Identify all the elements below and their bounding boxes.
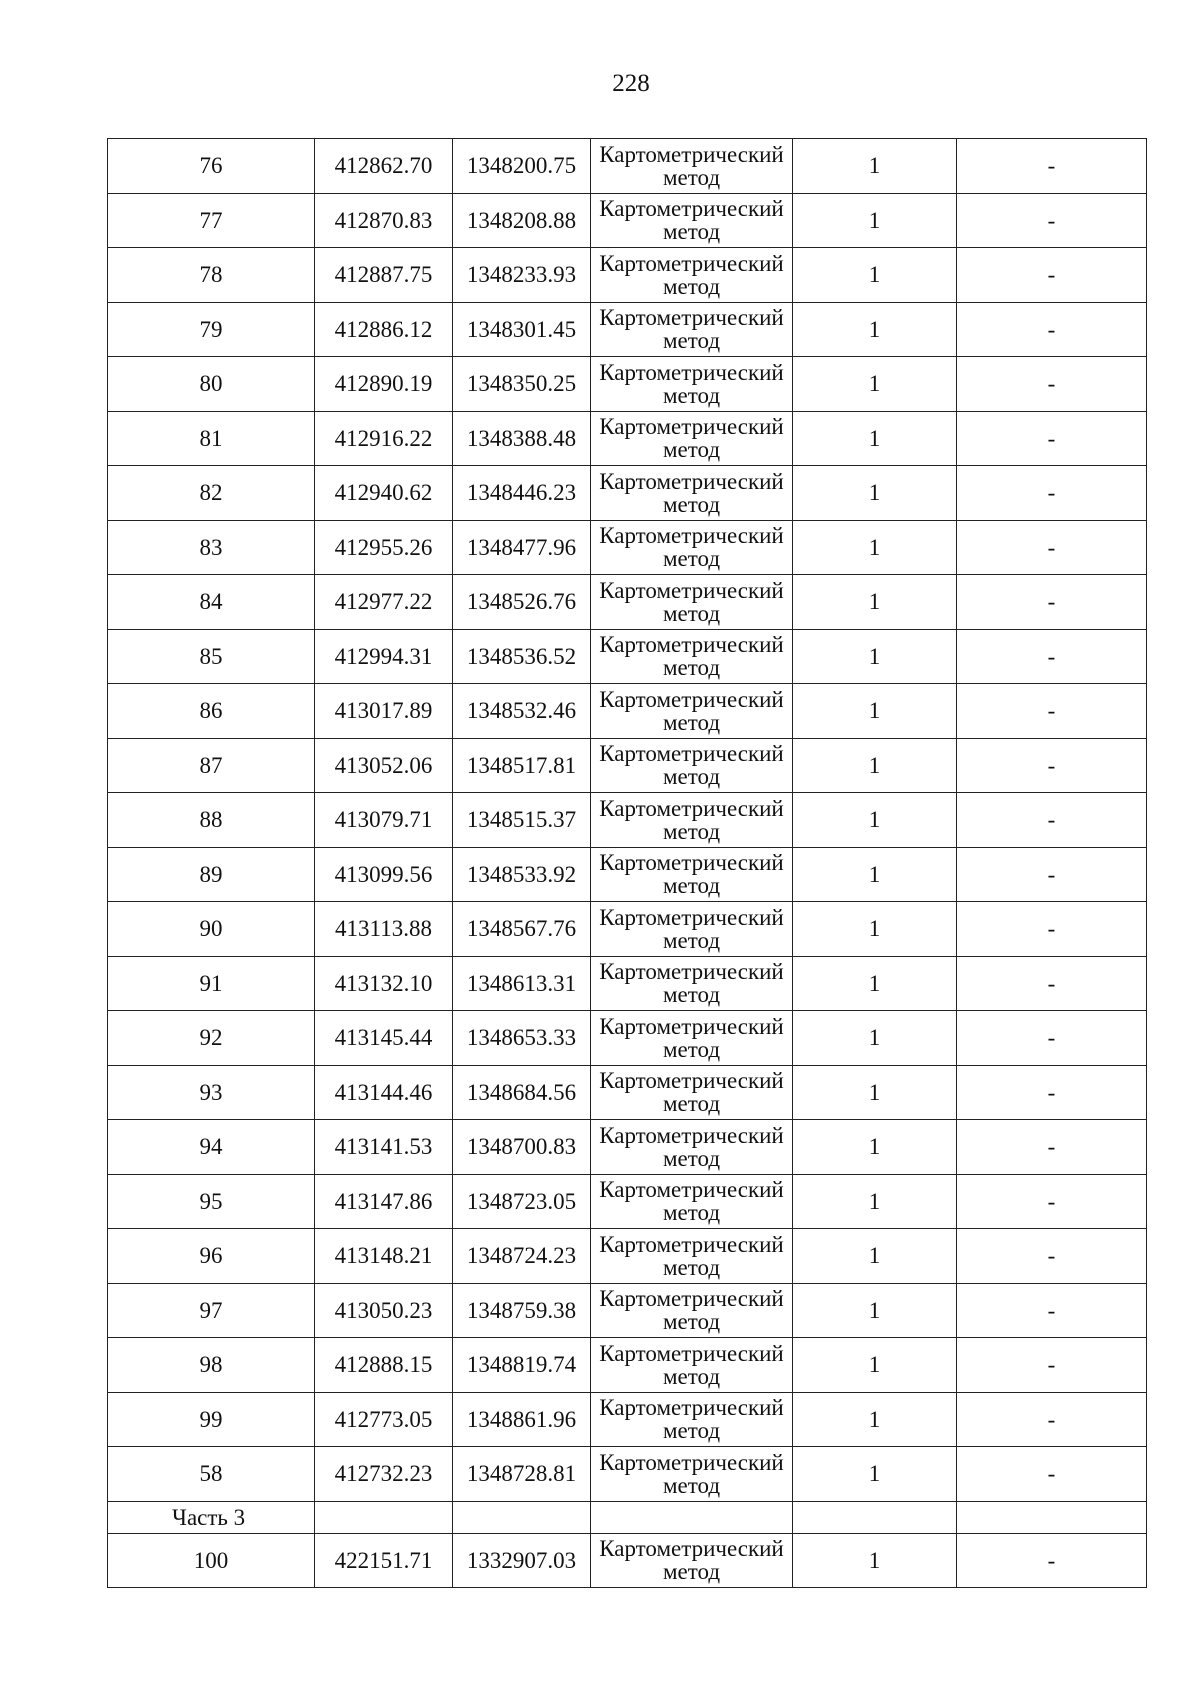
note-value: - (957, 1229, 1147, 1284)
table-row (108, 847, 1147, 902)
coordinates-table-body (108, 139, 1147, 1502)
method-line-2: метод (662, 219, 721, 245)
method-cell (591, 684, 793, 739)
coord-y: 1348724.23 (453, 1229, 591, 1284)
accuracy-value: 1 (793, 847, 957, 902)
coord-x: 412940.62 (315, 466, 453, 521)
empty-cell (957, 1501, 1147, 1533)
section-part-3 (108, 1501, 1147, 1533)
method-line-2: метод (662, 328, 721, 354)
point-number: 85 (108, 629, 315, 684)
coord-x: 413147.86 (315, 1174, 453, 1229)
coord-y: 1348532.46 (453, 684, 591, 739)
accuracy-value: 1 (793, 956, 957, 1011)
note-value: - (957, 193, 1147, 248)
coord-x: 412887.75 (315, 248, 453, 303)
point-number: 98 (108, 1338, 315, 1393)
method-line-1: Картометрический (599, 250, 784, 276)
section-part-3-body (108, 1533, 1147, 1588)
note-value: - (957, 1120, 1147, 1175)
method-cell (591, 411, 793, 466)
method-cell (591, 1011, 793, 1066)
point-number: 94 (108, 1120, 315, 1175)
point-number: 88 (108, 793, 315, 848)
note-value: - (957, 1392, 1147, 1447)
method-line-2: метод (662, 1091, 721, 1117)
method-line-1: Картометрический (599, 959, 784, 985)
accuracy-value: 1 (793, 1120, 957, 1175)
coord-x: 422151.71 (315, 1533, 453, 1588)
accuracy-value: 1 (793, 1392, 957, 1447)
table-row (108, 520, 1147, 575)
coord-y: 1348567.76 (453, 902, 591, 957)
point-number: 84 (108, 575, 315, 630)
point-number: 92 (108, 1011, 315, 1066)
accuracy-value: 1 (793, 1283, 957, 1338)
accuracy-value: 1 (793, 1533, 957, 1588)
empty-cell (315, 1501, 453, 1533)
method-line-1: Картометрический (599, 1068, 784, 1094)
method-cell (591, 193, 793, 248)
method-cell (591, 302, 793, 357)
accuracy-value: 1 (793, 248, 957, 303)
point-number: 100 (108, 1533, 315, 1588)
method-line-1: Картометрический (599, 904, 784, 930)
method-line-1: Картометрический (599, 1286, 784, 1312)
note-value: - (957, 793, 1147, 848)
method-line-1: Картометрический (599, 1013, 784, 1039)
accuracy-value: 1 (793, 629, 957, 684)
empty-cell (453, 1501, 591, 1533)
point-number: 79 (108, 302, 315, 357)
coord-x: 412870.83 (315, 193, 453, 248)
method-line-1: Картометрический (599, 1122, 784, 1148)
method-line-2: метод (662, 1363, 721, 1389)
method-line-1: Картометрический (599, 305, 784, 331)
point-number: 77 (108, 193, 315, 248)
method-cell (591, 956, 793, 1011)
coord-x: 413052.06 (315, 738, 453, 793)
table-row (108, 1447, 1147, 1502)
note-value: - (957, 466, 1147, 521)
coord-x: 412732.23 (315, 1447, 453, 1502)
table-row (108, 357, 1147, 412)
coord-y: 1348613.31 (453, 956, 591, 1011)
coord-y: 1348446.23 (453, 466, 591, 521)
method-line-2: метод (662, 709, 721, 735)
table-row (108, 575, 1147, 630)
point-number: 95 (108, 1174, 315, 1229)
coord-x: 413144.46 (315, 1065, 453, 1120)
method-line-1: Картометрический (599, 1395, 784, 1421)
table-row (108, 302, 1147, 357)
table-row (108, 1229, 1147, 1284)
coord-y: 1348388.48 (453, 411, 591, 466)
coord-x: 412862.70 (315, 139, 453, 194)
accuracy-value: 1 (793, 139, 957, 194)
note-value: - (957, 847, 1147, 902)
coord-x: 412977.22 (315, 575, 453, 630)
coord-y: 1332907.03 (453, 1533, 591, 1588)
method-line-2: метод (662, 1559, 721, 1585)
accuracy-value: 1 (793, 793, 957, 848)
method-cell (591, 1229, 793, 1284)
point-number: 91 (108, 956, 315, 1011)
point-number: 81 (108, 411, 315, 466)
method-line-1: Картометрический (599, 1536, 784, 1562)
method-cell (591, 248, 793, 303)
empty-cell (793, 1501, 957, 1533)
table-row (108, 793, 1147, 848)
method-line-1: Картометрический (599, 523, 784, 549)
method-line-2: метод (662, 491, 721, 517)
method-line-1: Картометрический (599, 1231, 784, 1257)
method-cell (591, 1533, 793, 1588)
coord-y: 1348208.88 (453, 193, 591, 248)
table-row (108, 248, 1147, 303)
table-row (108, 629, 1147, 684)
method-cell (591, 466, 793, 521)
note-value: - (957, 684, 1147, 739)
note-value: - (957, 738, 1147, 793)
accuracy-value: 1 (793, 575, 957, 630)
coord-y: 1348515.37 (453, 793, 591, 848)
method-line-2: метод (662, 1254, 721, 1280)
coord-y: 1348819.74 (453, 1338, 591, 1393)
note-value: - (957, 902, 1147, 957)
accuracy-value: 1 (793, 411, 957, 466)
coordinates-table (107, 138, 1147, 1588)
accuracy-value: 1 (793, 1011, 957, 1066)
note-value: - (957, 302, 1147, 357)
note-value: - (957, 629, 1147, 684)
method-line-2: метод (662, 600, 721, 626)
method-line-2: метод (662, 818, 721, 844)
coord-x: 413145.44 (315, 1011, 453, 1066)
method-cell (591, 629, 793, 684)
coord-x: 412955.26 (315, 520, 453, 575)
method-cell (591, 520, 793, 575)
method-line-1: Картометрический (599, 850, 784, 876)
point-number: 83 (108, 520, 315, 575)
table-row (108, 1283, 1147, 1338)
coord-x: 412773.05 (315, 1392, 453, 1447)
point-number: 82 (108, 466, 315, 521)
point-number: 93 (108, 1065, 315, 1120)
method-cell (591, 902, 793, 957)
method-line-2: метод (662, 164, 721, 190)
page-number: 228 (612, 70, 650, 97)
accuracy-value: 1 (793, 302, 957, 357)
accuracy-value: 1 (793, 902, 957, 957)
method-line-1: Картометрический (599, 359, 784, 385)
table-row (108, 139, 1147, 194)
coord-x: 413132.10 (315, 956, 453, 1011)
point-number: 97 (108, 1283, 315, 1338)
method-cell (591, 738, 793, 793)
coord-x: 412888.15 (315, 1338, 453, 1393)
note-value: - (957, 1283, 1147, 1338)
method-line-1: Картометрический (599, 686, 784, 712)
accuracy-value: 1 (793, 684, 957, 739)
method-line-2: метод (662, 764, 721, 790)
accuracy-value: 1 (793, 466, 957, 521)
coord-y: 1348517.81 (453, 738, 591, 793)
note-value: - (957, 1533, 1147, 1588)
note-value: - (957, 520, 1147, 575)
note-value: - (957, 1338, 1147, 1393)
table-row (108, 684, 1147, 739)
method-line-2: метод (662, 1309, 721, 1335)
method-line-1: Картометрический (599, 141, 784, 167)
coord-y: 1348536.52 (453, 629, 591, 684)
coord-y: 1348723.05 (453, 1174, 591, 1229)
table-row (108, 411, 1147, 466)
accuracy-value: 1 (793, 1338, 957, 1393)
accuracy-value: 1 (793, 193, 957, 248)
note-value: - (957, 1065, 1147, 1120)
coord-x: 413113.88 (315, 902, 453, 957)
method-line-2: метод (662, 982, 721, 1008)
note-value: - (957, 575, 1147, 630)
method-cell (591, 575, 793, 630)
coord-y: 1348301.45 (453, 302, 591, 357)
section-label: Часть 3 (108, 1501, 315, 1533)
coord-x: 412994.31 (315, 629, 453, 684)
method-line-1: Картометрический (599, 632, 784, 658)
accuracy-value: 1 (793, 1065, 957, 1120)
point-number: 89 (108, 847, 315, 902)
coord-x: 413148.21 (315, 1229, 453, 1284)
coord-y: 1348653.33 (453, 1011, 591, 1066)
method-line-2: метод (662, 382, 721, 408)
method-line-2: метод (662, 1145, 721, 1171)
table-row (108, 902, 1147, 957)
table-row (108, 1174, 1147, 1229)
table-row (108, 1338, 1147, 1393)
point-number: 80 (108, 357, 315, 412)
coord-x: 412886.12 (315, 302, 453, 357)
method-cell (591, 1283, 793, 1338)
method-line-1: Картометрический (599, 577, 784, 603)
note-value: - (957, 248, 1147, 303)
accuracy-value: 1 (793, 1229, 957, 1284)
coord-y: 1348700.83 (453, 1120, 591, 1175)
method-line-2: метод (662, 1036, 721, 1062)
note-value: - (957, 411, 1147, 466)
coord-y: 1348861.96 (453, 1392, 591, 1447)
point-number: 76 (108, 139, 315, 194)
method-line-2: метод (662, 1200, 721, 1226)
method-cell (591, 1447, 793, 1502)
method-cell (591, 1120, 793, 1175)
coord-y: 1348759.38 (453, 1283, 591, 1338)
method-line-1: Картометрический (599, 1177, 784, 1203)
note-value: - (957, 139, 1147, 194)
note-value: - (957, 956, 1147, 1011)
table-row (108, 1065, 1147, 1120)
table-row (108, 956, 1147, 1011)
table-row (108, 466, 1147, 521)
method-line-1: Картометрический (599, 196, 784, 222)
point-number: 78 (108, 248, 315, 303)
method-line-2: метод (662, 273, 721, 299)
coord-y: 1348684.56 (453, 1065, 591, 1120)
coord-x: 413017.89 (315, 684, 453, 739)
method-line-1: Картометрический (599, 414, 784, 440)
coord-x: 413141.53 (315, 1120, 453, 1175)
note-value: - (957, 1011, 1147, 1066)
accuracy-value: 1 (793, 520, 957, 575)
method-line-2: метод (662, 1418, 721, 1444)
accuracy-value: 1 (793, 357, 957, 412)
method-line-2: метод (662, 655, 721, 681)
note-value: - (957, 357, 1147, 412)
coord-x: 412890.19 (315, 357, 453, 412)
method-cell (591, 1065, 793, 1120)
method-line-1: Картометрический (599, 1449, 784, 1475)
method-line-2: метод (662, 873, 721, 899)
method-cell (591, 847, 793, 902)
note-value: - (957, 1174, 1147, 1229)
accuracy-value: 1 (793, 1447, 957, 1502)
coord-y: 1348477.96 (453, 520, 591, 575)
accuracy-value: 1 (793, 1174, 957, 1229)
note-value: - (957, 1447, 1147, 1502)
method-cell (591, 139, 793, 194)
table-row (108, 193, 1147, 248)
table-row (108, 1392, 1147, 1447)
point-number: 90 (108, 902, 315, 957)
method-cell (591, 1392, 793, 1447)
empty-cell (591, 1501, 793, 1533)
coord-x: 412916.22 (315, 411, 453, 466)
accuracy-value: 1 (793, 738, 957, 793)
method-line-2: метод (662, 1472, 721, 1498)
method-cell (591, 793, 793, 848)
coord-y: 1348350.25 (453, 357, 591, 412)
method-cell (591, 1338, 793, 1393)
table-row (108, 1011, 1147, 1066)
table-row (108, 1533, 1147, 1588)
coord-x: 413099.56 (315, 847, 453, 902)
coord-y: 1348200.75 (453, 139, 591, 194)
section-header-row (108, 1501, 1147, 1533)
method-cell (591, 1174, 793, 1229)
coord-x: 413079.71 (315, 793, 453, 848)
method-line-2: метод (662, 927, 721, 953)
point-number: 86 (108, 684, 315, 739)
method-line-2: метод (662, 546, 721, 572)
table-row (108, 738, 1147, 793)
coord-x: 413050.23 (315, 1283, 453, 1338)
coord-y: 1348533.92 (453, 847, 591, 902)
table-row (108, 1120, 1147, 1175)
method-line-1: Картометрический (599, 1340, 784, 1366)
point-number: 96 (108, 1229, 315, 1284)
point-number: 87 (108, 738, 315, 793)
method-cell (591, 357, 793, 412)
method-line-2: метод (662, 437, 721, 463)
coord-y: 1348728.81 (453, 1447, 591, 1502)
coord-y: 1348233.93 (453, 248, 591, 303)
method-line-1: Картометрический (599, 741, 784, 767)
point-number: 99 (108, 1392, 315, 1447)
point-number: 58 (108, 1447, 315, 1502)
method-line-1: Картометрический (599, 468, 784, 494)
method-line-1: Картометрический (599, 795, 784, 821)
coord-y: 1348526.76 (453, 575, 591, 630)
